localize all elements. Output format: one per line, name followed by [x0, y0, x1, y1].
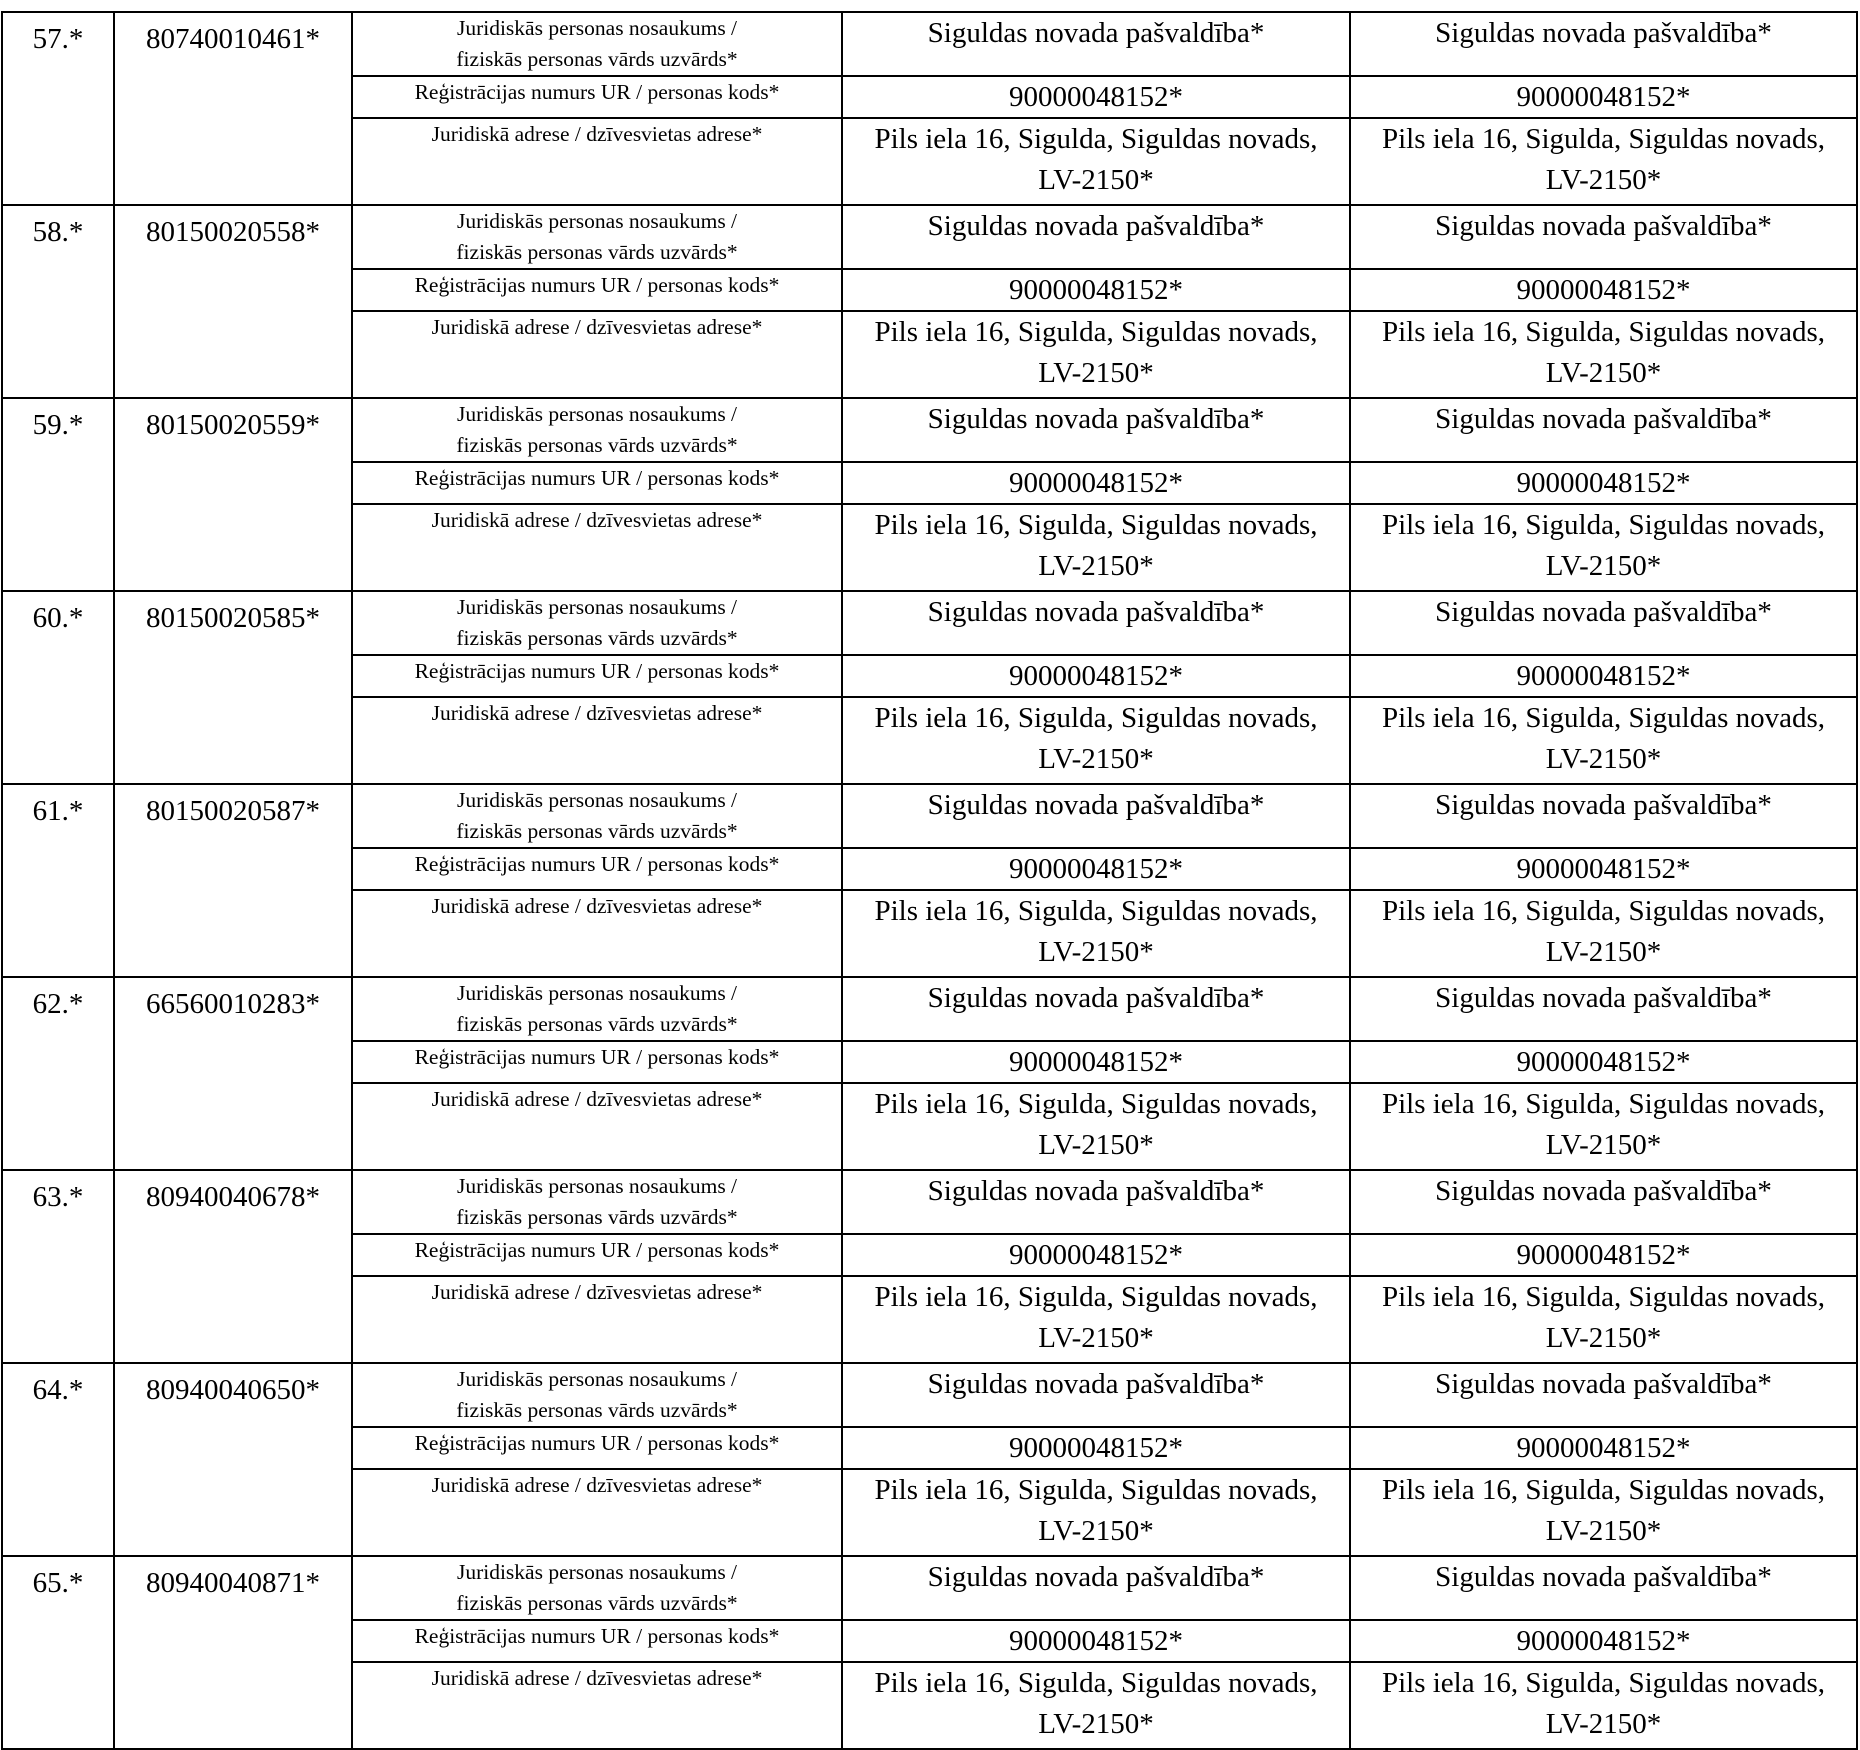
owner-b-address [1350, 311, 1857, 398]
owner-b-address-line1: Pils iela 16, Sigulda, Siguldas novads, [1381, 1088, 1826, 1120]
address-label: Juridiskā adrese / dzīvesvietas adrese* [352, 1469, 842, 1556]
owner-b-address-line2: LV-2150* [1545, 1322, 1662, 1354]
owner-a-address-line1: Pils iela 16, Sigulda, Siguldas novads, [874, 702, 1318, 734]
owner-b-name: Siguldas novada pašvaldība* [1350, 977, 1857, 1041]
owner-name-label-line1: Juridiskās personas nosaukums / [456, 595, 738, 619]
owner-name-label-line1: Juridiskās personas nosaukums / [456, 16, 738, 40]
owner-a-address [842, 118, 1350, 205]
owner-name-label-line1: Juridiskās personas nosaukums / [456, 209, 738, 233]
owner-a-address-line1: Pils iela 16, Sigulda, Siguldas novads, [874, 316, 1318, 348]
owner-a-name: Siguldas novada pašvaldība* [842, 205, 1350, 269]
row-number: 60.* [2, 591, 114, 784]
owner-name-label-line2: fiziskās personas vārds uzvārds* [456, 1398, 738, 1422]
table-row [2, 1556, 1857, 1620]
cadastre-number: 80150020585* [114, 591, 352, 784]
owner-b-address [1350, 697, 1857, 784]
owner-b-name: Siguldas novada pašvaldība* [1350, 205, 1857, 269]
owner-name-label [352, 1363, 842, 1427]
address-label: Juridiskā adrese / dzīvesvietas adrese* [352, 1276, 842, 1363]
row-number: 62.* [2, 977, 114, 1170]
table-row [2, 784, 1857, 848]
owner-b-address-line2: LV-2150* [1545, 743, 1662, 775]
owner-name-label [352, 977, 842, 1041]
cadastre-number: 80940040650* [114, 1363, 352, 1556]
owner-b-address-line2: LV-2150* [1545, 1129, 1662, 1161]
owner-a-address [842, 1276, 1350, 1363]
owner-b-address-line2: LV-2150* [1545, 936, 1662, 968]
owner-a-address [842, 1662, 1350, 1749]
address-label: Juridiskā adrese / dzīvesvietas adrese* [352, 504, 842, 591]
owner-a-address [842, 1083, 1350, 1170]
owner-b-address-line1: Pils iela 16, Sigulda, Siguldas novads, [1381, 1667, 1826, 1699]
address-label: Juridiskā adrese / dzīvesvietas adrese* [352, 311, 842, 398]
owner-b-name: Siguldas novada pašvaldība* [1350, 398, 1857, 462]
owner-b-address-line1: Pils iela 16, Sigulda, Siguldas novads, [1381, 123, 1826, 155]
owner-a-address-line1: Pils iela 16, Sigulda, Siguldas novads, [874, 1088, 1318, 1120]
owner-a-name: Siguldas novada pašvaldība* [842, 784, 1350, 848]
owner-a-registration: 90000048152* [842, 1041, 1350, 1083]
owner-a-name: Siguldas novada pašvaldība* [842, 12, 1350, 76]
owner-a-address-line1: Pils iela 16, Sigulda, Siguldas novads, [874, 509, 1318, 541]
cadastre-number: 66560010283* [114, 977, 352, 1170]
registration-label: Reģistrācijas numurs UR / personas kods* [352, 655, 842, 697]
owner-a-address-line2: LV-2150* [1038, 1129, 1154, 1161]
owner-a-address-line1: Pils iela 16, Sigulda, Siguldas novads, [874, 1667, 1318, 1699]
owner-name-label [352, 1556, 842, 1620]
row-number: 58.* [2, 205, 114, 398]
cadastre-number: 80940040871* [114, 1556, 352, 1749]
owner-b-address-line2: LV-2150* [1545, 1515, 1662, 1547]
owner-b-address [1350, 890, 1857, 977]
owner-a-address-line2: LV-2150* [1038, 1322, 1154, 1354]
owner-b-address [1350, 1083, 1857, 1170]
owner-name-label-line2: fiziskās personas vārds uzvārds* [456, 1012, 738, 1036]
owner-name-label [352, 12, 842, 76]
owner-b-name: Siguldas novada pašvaldība* [1350, 12, 1857, 76]
owner-a-name: Siguldas novada pašvaldība* [842, 977, 1350, 1041]
owner-name-label-line1: Juridiskās personas nosaukums / [456, 1560, 738, 1584]
cadastre-number: 80150020587* [114, 784, 352, 977]
row-number: 59.* [2, 398, 114, 591]
owner-name-label [352, 205, 842, 269]
table-row [2, 591, 1857, 655]
address-label: Juridiskā adrese / dzīvesvietas adrese* [352, 1083, 842, 1170]
address-label: Juridiskā adrese / dzīvesvietas adrese* [352, 118, 842, 205]
row-number: 61.* [2, 784, 114, 977]
owner-b-address [1350, 1276, 1857, 1363]
owner-b-name: Siguldas novada pašvaldība* [1350, 591, 1857, 655]
owner-name-label-line2: fiziskās personas vārds uzvārds* [456, 47, 738, 71]
owner-b-registration: 90000048152* [1350, 655, 1857, 697]
owner-name-label-line2: fiziskās personas vārds uzvārds* [456, 433, 738, 457]
table-row [2, 12, 1857, 76]
owner-a-address-line2: LV-2150* [1038, 357, 1154, 389]
owner-a-registration: 90000048152* [842, 1620, 1350, 1662]
owner-a-registration: 90000048152* [842, 1427, 1350, 1469]
owner-name-label-line1: Juridiskās personas nosaukums / [456, 1174, 738, 1198]
registration-label: Reģistrācijas numurs UR / personas kods* [352, 1234, 842, 1276]
owner-a-address-line1: Pils iela 16, Sigulda, Siguldas novads, [874, 1281, 1318, 1313]
address-label: Juridiskā adrese / dzīvesvietas adrese* [352, 1662, 842, 1749]
owner-a-address-line2: LV-2150* [1038, 1708, 1154, 1740]
owner-b-address-line2: LV-2150* [1545, 1708, 1662, 1740]
owner-a-name: Siguldas novada pašvaldība* [842, 1170, 1350, 1234]
owner-a-address [842, 311, 1350, 398]
property-owners-table [1, 11, 1858, 1750]
owner-b-address-line1: Pils iela 16, Sigulda, Siguldas novads, [1381, 316, 1826, 348]
owner-b-registration: 90000048152* [1350, 76, 1857, 118]
address-label: Juridiskā adrese / dzīvesvietas adrese* [352, 697, 842, 784]
registration-label: Reģistrācijas numurs UR / personas kods* [352, 1620, 842, 1662]
cadastre-number: 80940040678* [114, 1170, 352, 1363]
table-row [2, 205, 1857, 269]
owner-a-registration: 90000048152* [842, 76, 1350, 118]
registration-label: Reģistrācijas numurs UR / personas kods* [352, 848, 842, 890]
owner-a-name: Siguldas novada pašvaldība* [842, 1556, 1350, 1620]
owner-name-label-line1: Juridiskās personas nosaukums / [456, 1367, 738, 1391]
owner-b-address [1350, 1662, 1857, 1749]
owner-a-address [842, 504, 1350, 591]
row-number: 57.* [2, 12, 114, 205]
owner-a-address-line2: LV-2150* [1038, 936, 1154, 968]
owner-a-address [842, 1469, 1350, 1556]
owner-a-registration: 90000048152* [842, 269, 1350, 311]
owner-a-address [842, 697, 1350, 784]
owner-b-registration: 90000048152* [1350, 848, 1857, 890]
owner-b-address [1350, 1469, 1857, 1556]
owner-b-name: Siguldas novada pašvaldība* [1350, 1556, 1857, 1620]
owner-a-address-line1: Pils iela 16, Sigulda, Siguldas novads, [874, 123, 1318, 155]
owner-b-address-line2: LV-2150* [1545, 164, 1662, 196]
owner-a-name: Siguldas novada pašvaldība* [842, 398, 1350, 462]
table-row [2, 977, 1857, 1041]
registration-label: Reģistrācijas numurs UR / personas kods* [352, 1041, 842, 1083]
owner-name-label-line1: Juridiskās personas nosaukums / [456, 981, 738, 1005]
owner-name-label [352, 591, 842, 655]
owner-b-registration: 90000048152* [1350, 462, 1857, 504]
owner-a-name: Siguldas novada pašvaldība* [842, 591, 1350, 655]
row-number: 65.* [2, 1556, 114, 1749]
owner-name-label-line2: fiziskās personas vārds uzvārds* [456, 1205, 738, 1229]
owner-name-label [352, 398, 842, 462]
owner-b-address-line2: LV-2150* [1545, 550, 1662, 582]
owner-b-address-line1: Pils iela 16, Sigulda, Siguldas novads, [1381, 1474, 1826, 1506]
owner-b-address-line1: Pils iela 16, Sigulda, Siguldas novads, [1381, 509, 1826, 541]
table-body [2, 12, 1857, 1749]
registration-label: Reģistrācijas numurs UR / personas kods* [352, 76, 842, 118]
owner-name-label [352, 784, 842, 848]
owner-b-address-line1: Pils iela 16, Sigulda, Siguldas novads, [1381, 702, 1826, 734]
owner-a-address-line1: Pils iela 16, Sigulda, Siguldas novads, [874, 895, 1318, 927]
owner-a-registration: 90000048152* [842, 848, 1350, 890]
owner-b-address-line1: Pils iela 16, Sigulda, Siguldas novads, [1381, 1281, 1826, 1313]
owner-b-name: Siguldas novada pašvaldība* [1350, 784, 1857, 848]
owner-a-address-line2: LV-2150* [1038, 550, 1154, 582]
owner-a-address-line2: LV-2150* [1038, 1515, 1154, 1547]
registration-label: Reģistrācijas numurs UR / personas kods* [352, 269, 842, 311]
owner-b-address [1350, 118, 1857, 205]
owner-name-label-line1: Juridiskās personas nosaukums / [456, 788, 738, 812]
owner-b-address [1350, 504, 1857, 591]
owner-a-address-line1: Pils iela 16, Sigulda, Siguldas novads, [874, 1474, 1318, 1506]
owner-name-label-line1: Juridiskās personas nosaukums / [456, 402, 738, 426]
owner-name-label [352, 1170, 842, 1234]
owner-name-label-line2: fiziskās personas vārds uzvārds* [456, 240, 738, 264]
owner-a-address-line2: LV-2150* [1038, 743, 1154, 775]
owner-a-name: Siguldas novada pašvaldība* [842, 1363, 1350, 1427]
table-row [2, 1363, 1857, 1427]
owner-b-name: Siguldas novada pašvaldība* [1350, 1170, 1857, 1234]
owner-b-registration: 90000048152* [1350, 269, 1857, 311]
cadastre-number: 80150020559* [114, 398, 352, 591]
owner-b-registration: 90000048152* [1350, 1427, 1857, 1469]
owner-a-address-line2: LV-2150* [1038, 164, 1154, 196]
registration-label: Reģistrācijas numurs UR / personas kods* [352, 462, 842, 504]
owner-b-address-line1: Pils iela 16, Sigulda, Siguldas novads, [1381, 895, 1826, 927]
owner-a-registration: 90000048152* [842, 1234, 1350, 1276]
owner-b-address-line2: LV-2150* [1545, 357, 1662, 389]
owner-a-address [842, 890, 1350, 977]
owner-name-label-line2: fiziskās personas vārds uzvārds* [456, 626, 738, 650]
cadastre-number: 80740010461* [114, 12, 352, 205]
owner-name-label-line2: fiziskās personas vārds uzvārds* [456, 1591, 738, 1615]
registration-label: Reģistrācijas numurs UR / personas kods* [352, 1427, 842, 1469]
row-number: 64.* [2, 1363, 114, 1556]
table-row [2, 1170, 1857, 1234]
owner-b-registration: 90000048152* [1350, 1041, 1857, 1083]
table-row [2, 398, 1857, 462]
owner-b-registration: 90000048152* [1350, 1620, 1857, 1662]
owner-b-name: Siguldas novada pašvaldība* [1350, 1363, 1857, 1427]
owner-name-label-line2: fiziskās personas vārds uzvārds* [456, 819, 738, 843]
owner-a-registration: 90000048152* [842, 655, 1350, 697]
row-number: 63.* [2, 1170, 114, 1363]
owner-b-registration: 90000048152* [1350, 1234, 1857, 1276]
address-label: Juridiskā adrese / dzīvesvietas adrese* [352, 890, 842, 977]
cadastre-number: 80150020558* [114, 205, 352, 398]
owner-a-registration: 90000048152* [842, 462, 1350, 504]
